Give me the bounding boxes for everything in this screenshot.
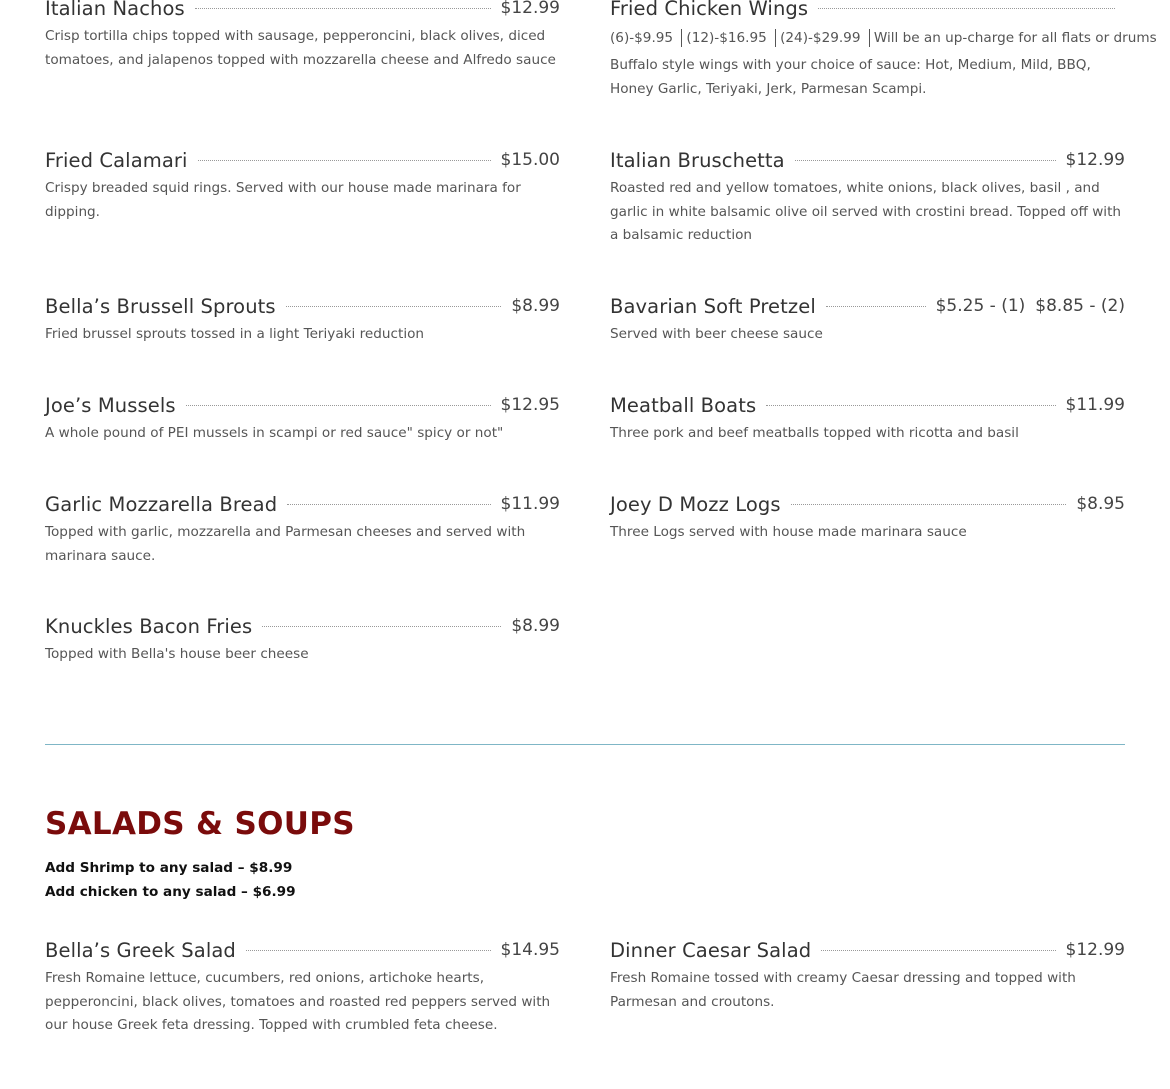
dotted-leader bbox=[818, 8, 1115, 9]
menu-item bbox=[610, 935, 1125, 1014]
menu-item-description: Roasted red and yellow tomatoes, white onions, black olives, basil , and garlic in white balsamic olive oil served with crostini bread. Topped off with a balsamic reduction bbox=[610, 180, 1122, 243]
dotted-leader bbox=[286, 306, 502, 307]
menu-item-description: A whole pound of PEI mussels in scampi or red sauce" spicy or not" bbox=[45, 425, 504, 441]
dotted-leader bbox=[791, 504, 1067, 505]
dotted-leader bbox=[195, 8, 491, 9]
menu-item bbox=[610, 0, 1157, 101]
price-option: (12)-$16.95 bbox=[681, 29, 770, 47]
menu-item-header bbox=[610, 489, 1125, 519]
menu-item-price: $12.99 bbox=[1065, 150, 1125, 170]
menu-item-header bbox=[610, 0, 1125, 23]
menu-item-description: Crisp tortilla chips topped with sausage, pepperoncini, black olives, diced tomatoes, and jalapenos topped with mozzarella cheese and Alfredo sauce bbox=[45, 28, 556, 68]
dotted-leader bbox=[821, 950, 1055, 951]
menu-item-description: Fresh Romaine lettuce, cucumbers, red onions, artichoke hearts, pepperoncini, black olives, tomatoes and roasted red peppers served with our house Greek feta dressing. Topped with crumbled feta cheese. bbox=[45, 970, 551, 1033]
menu-item-description: Topped with garlic, mozzarella and Parmesan cheeses and served with marinara sauce. bbox=[45, 524, 526, 564]
menu-item-name: Dinner Caesar Salad bbox=[610, 938, 812, 962]
menu-item bbox=[610, 489, 1125, 545]
menu-item-price: $11.99 bbox=[500, 494, 560, 514]
menu-item-price: $12.95 bbox=[500, 395, 560, 415]
menu-item-name: Bella’s Brussell Sprouts bbox=[45, 294, 276, 318]
menu-item-header bbox=[45, 0, 560, 23]
menu-item-name: Joe’s Mussels bbox=[45, 393, 176, 417]
menu-item-header bbox=[45, 935, 560, 965]
menu-item-name: Knuckles Bacon Fries bbox=[45, 614, 253, 638]
dotted-leader bbox=[262, 626, 501, 627]
menu-item-description: Topped with Bella's house beer cheese bbox=[45, 646, 309, 662]
price-option: (24)-$29.99 bbox=[775, 29, 864, 47]
menu-item-header bbox=[45, 611, 560, 641]
menu-item-header bbox=[45, 489, 560, 519]
section-divider bbox=[45, 744, 1125, 745]
menu-item bbox=[610, 145, 1125, 248]
menu-item-price bbox=[936, 296, 1125, 316]
menu-item-description: Served with beer cheese sauce bbox=[610, 326, 823, 342]
menu-item-description: Three Logs served with house made marinara sauce bbox=[610, 524, 967, 540]
menu-item-name: Meatball Boats bbox=[610, 393, 757, 417]
salad-addon-note: Add chicken to any salad – $6.99 bbox=[45, 884, 296, 900]
menu-item-header bbox=[45, 291, 560, 321]
dotted-leader bbox=[246, 950, 491, 951]
menu-item-price: $12.99 bbox=[1065, 940, 1125, 960]
menu-item-name: Italian Nachos bbox=[45, 0, 185, 20]
menu-item-price: $11.99 bbox=[1065, 395, 1125, 415]
dotted-leader bbox=[795, 160, 1056, 161]
menu-item-price: $8.99 bbox=[511, 616, 560, 636]
menu-item-header bbox=[610, 935, 1125, 965]
dotted-leader bbox=[826, 306, 926, 307]
dotted-leader bbox=[287, 504, 490, 505]
menu-item-header bbox=[45, 390, 560, 420]
dotted-leader bbox=[198, 160, 491, 161]
menu-item bbox=[45, 390, 560, 446]
menu-item-header bbox=[45, 145, 560, 175]
menu-item bbox=[45, 611, 560, 667]
menu-item-price: $8.95 bbox=[1076, 494, 1125, 514]
menu-item-name: Fried Calamari bbox=[45, 148, 188, 172]
menu-item-description: Three pork and beef meatballs topped with ricotta and basil bbox=[610, 425, 1019, 441]
menu-item-name: Bella’s Greek Salad bbox=[45, 938, 236, 962]
dotted-leader bbox=[766, 405, 1055, 406]
menu-item bbox=[610, 390, 1125, 446]
price-option: Will be an up-charge for all flats or drums bbox=[869, 29, 1161, 47]
section-title: SALADS & SOUPS bbox=[45, 806, 355, 842]
price-options bbox=[610, 26, 1157, 50]
menu-item-name: Garlic Mozzarella Bread bbox=[45, 492, 278, 516]
menu-item bbox=[45, 489, 560, 568]
price-single: $5.25 - (1) bbox=[935, 296, 1026, 316]
menu-item-price: $8.99 bbox=[511, 296, 560, 316]
price-option: (6)-$9.95 bbox=[610, 30, 674, 46]
menu-item bbox=[45, 935, 560, 1038]
menu-item-description: Crispy breaded squid rings. Served with our house made marinara for dipping. bbox=[45, 180, 521, 220]
menu-item bbox=[45, 145, 560, 224]
menu-item-header bbox=[610, 291, 1125, 321]
menu-item bbox=[45, 291, 560, 347]
menu-item-description: Fried brussel sprouts tossed in a light Teriyaki reduction bbox=[45, 326, 425, 342]
menu-item-description: Fresh Romaine tossed with creamy Caesar dressing and topped with Parmesan and croutons. bbox=[610, 970, 1076, 1010]
menu-item-name: Italian Bruschetta bbox=[610, 148, 785, 172]
price-double: $8.85 - (2) bbox=[1035, 296, 1125, 316]
menu-item-price: $14.95 bbox=[500, 940, 560, 960]
dotted-leader bbox=[186, 405, 491, 406]
menu-item-header bbox=[610, 390, 1125, 420]
menu-item-price: $12.99 bbox=[500, 0, 560, 18]
menu-item bbox=[45, 0, 560, 72]
menu-item-description: Buffalo style wings with your choice of sauce: Hot, Medium, Mild, BBQ, Honey Garlic, Teriyaki, Jerk, Parmesan Scampi. bbox=[610, 57, 1091, 97]
menu-item-header bbox=[610, 145, 1125, 175]
salad-addon-note: Add Shrimp to any salad – $8.99 bbox=[45, 860, 293, 876]
menu-item-price: $15.00 bbox=[500, 150, 560, 170]
menu-item-name: Fried Chicken Wings bbox=[610, 0, 809, 20]
menu-item-name: Joey D Mozz Logs bbox=[610, 492, 781, 516]
menu-item-name: Bavarian Soft Pretzel bbox=[610, 294, 816, 318]
menu-item bbox=[610, 291, 1125, 347]
